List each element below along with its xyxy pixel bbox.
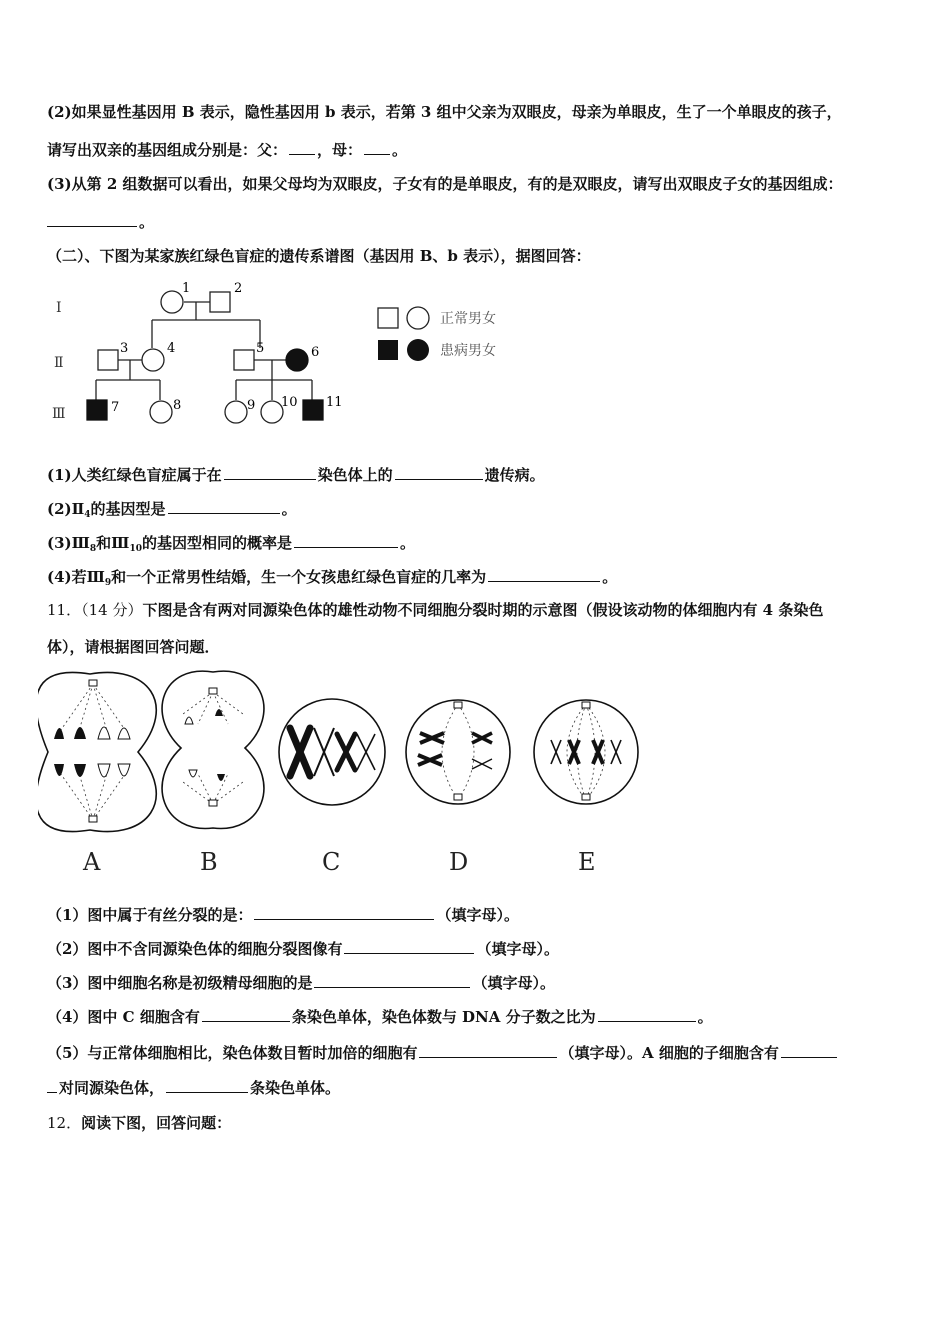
q11-s3-text-a: （3）图中细胞名称是初级精母细胞的是 — [47, 974, 313, 992]
answer-blank-genotype-ii4[interactable] — [168, 498, 280, 514]
q11-s2-text-a: （2）图中不含同源染色体的细胞分裂图像有 — [47, 940, 343, 958]
q11-s5-line1 — [47, 1042, 839, 1063]
q11-s5-text-d: 条染色单体。 — [250, 1079, 341, 1097]
individual-5-male — [234, 350, 254, 370]
q11-s4-text-c: 。 — [697, 1008, 713, 1026]
p2-intro — [47, 246, 591, 266]
legend-normal-male — [378, 308, 398, 328]
individual-2-male — [210, 292, 230, 312]
cell-e — [534, 700, 638, 804]
cell-c — [279, 699, 385, 805]
p1-q2-father-label: 请写出双亲的基因组成分别是：父： — [47, 141, 288, 159]
p1-q2-end: 。 — [392, 141, 408, 159]
p2-q2-text-b: 的基因型是 — [90, 500, 166, 518]
answer-blank-spermatocyte[interactable] — [314, 972, 470, 988]
label-7: 7 — [111, 400, 120, 415]
q11-s5-text-a: （5）与正常体细胞相比，染色体数目暂时加倍的细胞有 — [47, 1044, 418, 1062]
q11-s1 — [47, 904, 519, 925]
label-2: 2 — [234, 281, 243, 296]
cell-d — [406, 700, 510, 804]
label-1: 1 — [182, 281, 191, 296]
answer-blank-mother[interactable] — [364, 139, 390, 155]
answer-blank-genotype[interactable] — [47, 211, 137, 227]
answer-blank-ratio[interactable] — [598, 1006, 696, 1022]
q11-s1-text-b: （填字母）。 — [436, 906, 519, 924]
p1-q3-line1 — [47, 174, 843, 194]
label-9: 9 — [247, 398, 256, 413]
p1-q3-text: (3)从第 2 组数据可以看出，如果父母均为双眼皮，子女有的是单眼皮，有的是双眼皮，请写出双眼皮子女的基因组成： — [47, 175, 843, 193]
p2-q4-text-c: 。 — [602, 568, 618, 586]
q12-number: 12． — [47, 1114, 82, 1132]
legend-affected-male — [378, 340, 398, 360]
legend-normal-label: 正常男女 — [440, 311, 496, 327]
p2-q2 — [47, 498, 297, 525]
individual-9-female — [225, 401, 247, 423]
q11-s5-text-b: （填字母）。A 细胞的子细胞含有 — [559, 1044, 779, 1062]
p1-q3-line2 — [47, 211, 154, 232]
p2-q3-text-a: (3)Ⅲ — [47, 534, 90, 552]
p2-q3-text-d: 。 — [400, 534, 416, 552]
answer-blank-homologous-pairs-b[interactable] — [47, 1077, 57, 1093]
q12-line — [47, 1113, 231, 1133]
q12-text: 阅读下图，回答问题： — [81, 1114, 232, 1132]
answer-blank-inheritance[interactable] — [395, 464, 483, 480]
label-10: 10 — [281, 395, 298, 410]
label-6: 6 — [311, 345, 320, 360]
cell-b — [162, 671, 264, 828]
q11-s5-line2 — [47, 1077, 340, 1098]
p2-q2-sub: 4 — [84, 510, 91, 520]
p1-q2-text: (2)如果显性基因用 B 表示，隐性基因用 b 表示，若第 3 组中父亲为双眼皮，母亲为单眼皮，生了一个单眼皮的孩子， — [47, 103, 842, 121]
label-3: 3 — [120, 341, 129, 356]
q11-text-b: 体），请根据图回答问题． — [47, 638, 220, 656]
individual-6-female-affected — [286, 349, 308, 371]
q11-number: 11．（14 分） — [47, 601, 143, 619]
answer-blank-chromosome[interactable] — [224, 464, 316, 480]
pedigree-chart — [40, 272, 540, 442]
p2-q3-sub1: 8 — [89, 544, 97, 554]
cell-label-d: D — [449, 848, 469, 876]
answer-blank-father[interactable] — [289, 139, 315, 155]
legend-affected-female — [407, 339, 429, 361]
p2-q4-sub: 9 — [104, 578, 112, 588]
answer-blank-no-homologous[interactable] — [344, 938, 474, 954]
q11-s2-text-b: （填字母）。 — [476, 940, 559, 958]
cell-label-a: A — [83, 848, 101, 876]
q11-s1-text-a: （1）图中属于有丝分裂的是： — [47, 906, 253, 924]
q11-s4 — [47, 1006, 713, 1027]
q11-s3 — [47, 972, 555, 993]
individual-11-male-affected — [303, 400, 323, 420]
q11-text-a: 下图是含有两对同源染色体的雄性动物不同细胞分裂时期的示意图（假设该动物的体细胞内有 4 条染色 — [142, 601, 824, 619]
p2-q4-text-a: (4)若Ⅲ — [47, 568, 105, 586]
individual-3-male — [98, 350, 118, 370]
individual-4-female — [142, 349, 164, 371]
p2-q3-text-c: 的基因型相同的概率是 — [141, 534, 292, 552]
generation-label-2: Ⅱ — [54, 355, 64, 371]
cell-a — [38, 672, 156, 831]
p1-q2-line1 — [47, 102, 842, 122]
answer-blank-chromatids-a[interactable] — [166, 1077, 248, 1093]
p1-q2-line2 — [47, 139, 407, 160]
cell-label-c: C — [322, 848, 341, 876]
p2-q3-text-b: 和Ⅲ — [96, 534, 130, 552]
p2-intro-text: （二）、下图为某家族红绿色盲症的遗传系谱图（基因用 B、b 表示），据图回答： — [47, 247, 591, 265]
q11-s4-text-b: 条染色单体，染色体数与 DNA 分子数之比为 — [291, 1008, 596, 1026]
individual-1-female — [161, 291, 183, 313]
cell-label-b: B — [200, 848, 218, 876]
cell-label-e: E — [578, 848, 596, 876]
legend-normal-female — [407, 307, 429, 329]
answer-blank-chromatids[interactable] — [202, 1006, 290, 1022]
q11-s2 — [47, 938, 559, 959]
q11-line1 — [47, 600, 823, 620]
cell-division-figure — [38, 664, 658, 884]
generation-label-3: Ⅲ — [52, 406, 66, 422]
p2-q1-text-a: (1)人类红绿色盲症属于在 — [47, 466, 222, 484]
individual-10-female — [261, 401, 283, 423]
legend-affected-label: 患病男女 — [440, 343, 496, 359]
answer-blank-mitosis[interactable] — [254, 904, 434, 920]
individual-8-female — [150, 401, 172, 423]
q11-s4-text-a: （4）图中 C 细胞含有 — [47, 1008, 200, 1026]
p2-q1-text-b: 染色体上的 — [317, 466, 393, 484]
answer-blank-probability[interactable] — [294, 532, 398, 548]
p2-q3 — [47, 532, 415, 559]
p2-q1 — [47, 464, 545, 485]
q11-s3-text-b: （填字母）。 — [472, 974, 555, 992]
label-4: 4 — [167, 341, 176, 356]
p2-q4 — [47, 566, 617, 593]
p2-q2-text-a: (2)Ⅱ — [47, 500, 85, 518]
q11-line2 — [47, 637, 220, 657]
answer-blank-homologous-pairs-a[interactable] — [781, 1042, 837, 1058]
label-5: 5 — [256, 341, 265, 356]
answer-blank-rate[interactable] — [488, 566, 600, 582]
p2-q3-sub2: 10 — [129, 544, 142, 554]
label-11: 11 — [326, 395, 343, 410]
q11-s5-text-c: 对同源染色体， — [59, 1079, 165, 1097]
p1-q3-end: 。 — [139, 213, 155, 231]
answer-blank-doubled[interactable] — [419, 1042, 557, 1058]
p2-q2-text-c: 。 — [281, 500, 297, 518]
p2-q4-text-b: 和一个正常男性结婚，生一个女孩患红绿色盲症的几率为 — [111, 568, 487, 586]
individual-7-male-affected — [87, 400, 107, 420]
label-8: 8 — [173, 398, 182, 413]
p2-q1-text-c: 遗传病。 — [484, 466, 545, 484]
p1-q2-mother-label: ，母： — [317, 141, 363, 159]
generation-label-1: Ⅰ — [56, 300, 62, 316]
